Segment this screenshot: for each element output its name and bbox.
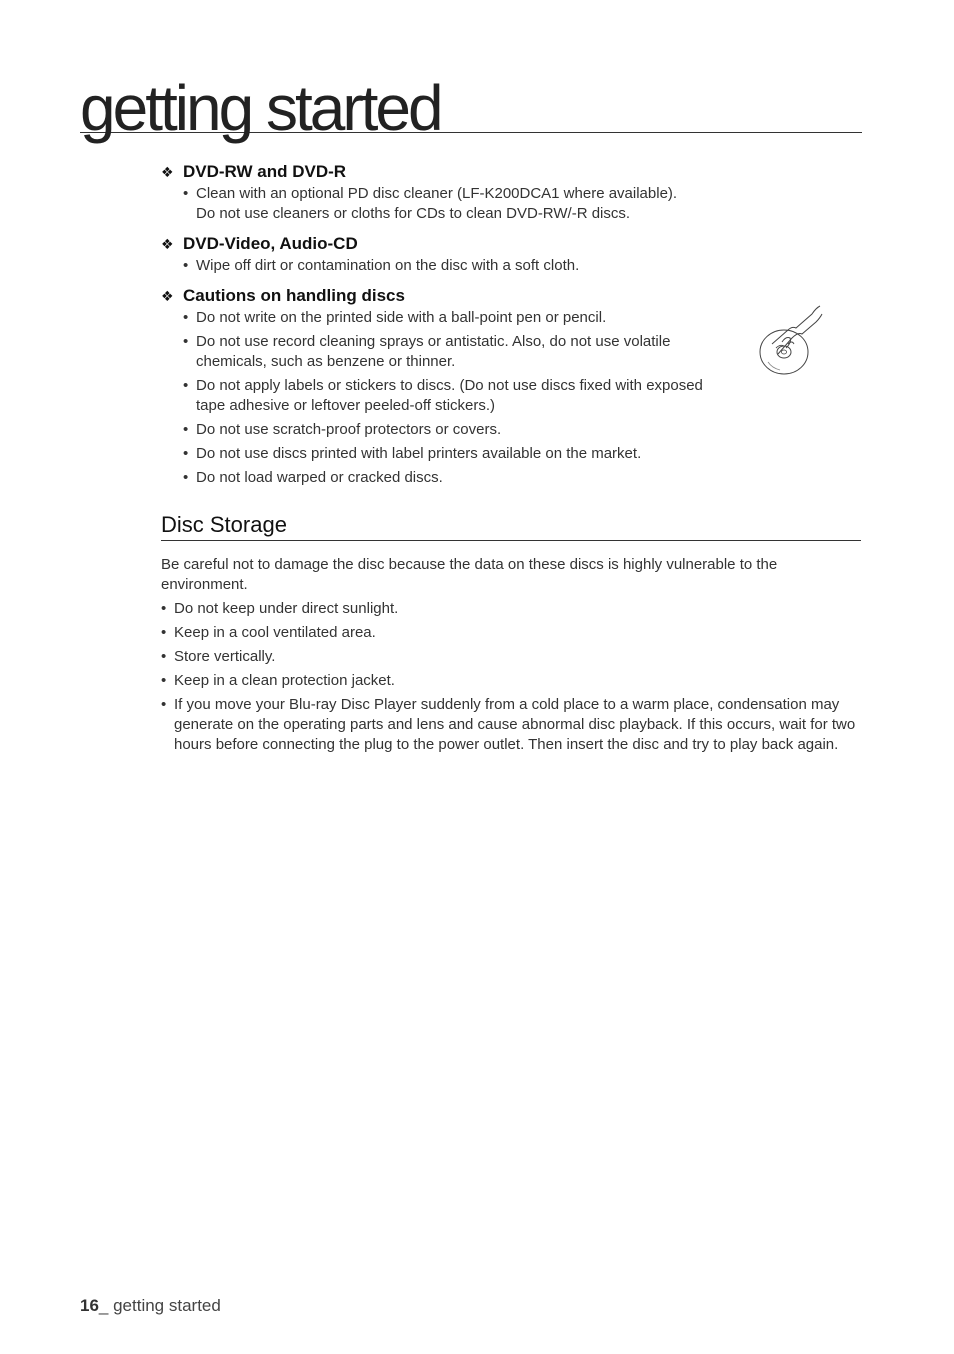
dvd-rw-list xyxy=(161,184,861,224)
list-item: • Do not write on the printed side with a ball-point pen or pencil. xyxy=(183,308,736,328)
list-item: • Keep in a clean protection jacket. xyxy=(161,671,861,691)
cautions-block xyxy=(161,284,861,488)
footer-label: _ getting started xyxy=(98,1296,221,1315)
list-item: • Clean with an optional PD disc cleaner (LF-K200DCA1 where available). Do not use cleaners or cloths for CDs to clean DVD-RW/-R discs. xyxy=(183,184,696,224)
chapter-title-text: getting started xyxy=(80,72,441,144)
list-item: • Do not keep under direct sunlight. xyxy=(161,599,861,619)
hand-wiping-disc-icon xyxy=(758,304,828,382)
list-item: • Wipe off dirt or contamination on the disc with a soft cloth. xyxy=(183,256,861,276)
list-item: • Do not use record cleaning sprays or antistatic. Also, do not use volatile chemicals, such as benzene or thinner. xyxy=(183,332,696,372)
chapter-title xyxy=(80,72,862,144)
sub-heading-dvd-video: ❖ DVD-Video, Audio-CD xyxy=(161,232,861,256)
cautions-list xyxy=(161,308,861,488)
list-item: • Do not use scratch-proof protectors or covers. xyxy=(183,420,861,440)
sub-heading-cautions: ❖ Cautions on handling discs xyxy=(161,284,861,308)
page-number: 16 xyxy=(80,1296,99,1315)
list-item: • Do not load warped or cracked discs. xyxy=(183,468,861,488)
list-item: • Do not use discs printed with label printers available on the market. xyxy=(183,444,861,464)
disc-storage-intro: Be careful not to damage the disc because the data on these discs is highly vulnerable to the environment. xyxy=(161,556,778,593)
page-content xyxy=(161,160,861,759)
list-item: • Store vertically. xyxy=(161,647,861,667)
diamond-marker-icon: ❖ xyxy=(161,288,174,304)
page-footer xyxy=(80,1296,221,1316)
disc-storage-list xyxy=(161,599,861,755)
dvd-video-list xyxy=(161,256,861,276)
list-item: • Keep in a cool ventilated area. xyxy=(161,623,861,643)
section-title-disc-storage: Disc Storage xyxy=(161,510,861,541)
diamond-marker-icon: ❖ xyxy=(161,236,174,252)
list-item: • Do not apply labels or stickers to discs. (Do not use discs fixed with exposed tape adhesive or leftover peeled-off stickers.) xyxy=(183,376,736,416)
sub-heading-dvd-rw: ❖ DVD-RW and DVD-R xyxy=(161,160,861,184)
list-item: • If you move your Blu-ray Disc Player suddenly from a cold place to a warm place, condensation may generate on the operating parts and lens and cause abnormal disc playback. If this occurs, wait for two hours before connecting the plug to the power outlet. Then insert the disc and try to play back again. xyxy=(161,695,861,755)
diamond-marker-icon: ❖ xyxy=(161,164,174,180)
